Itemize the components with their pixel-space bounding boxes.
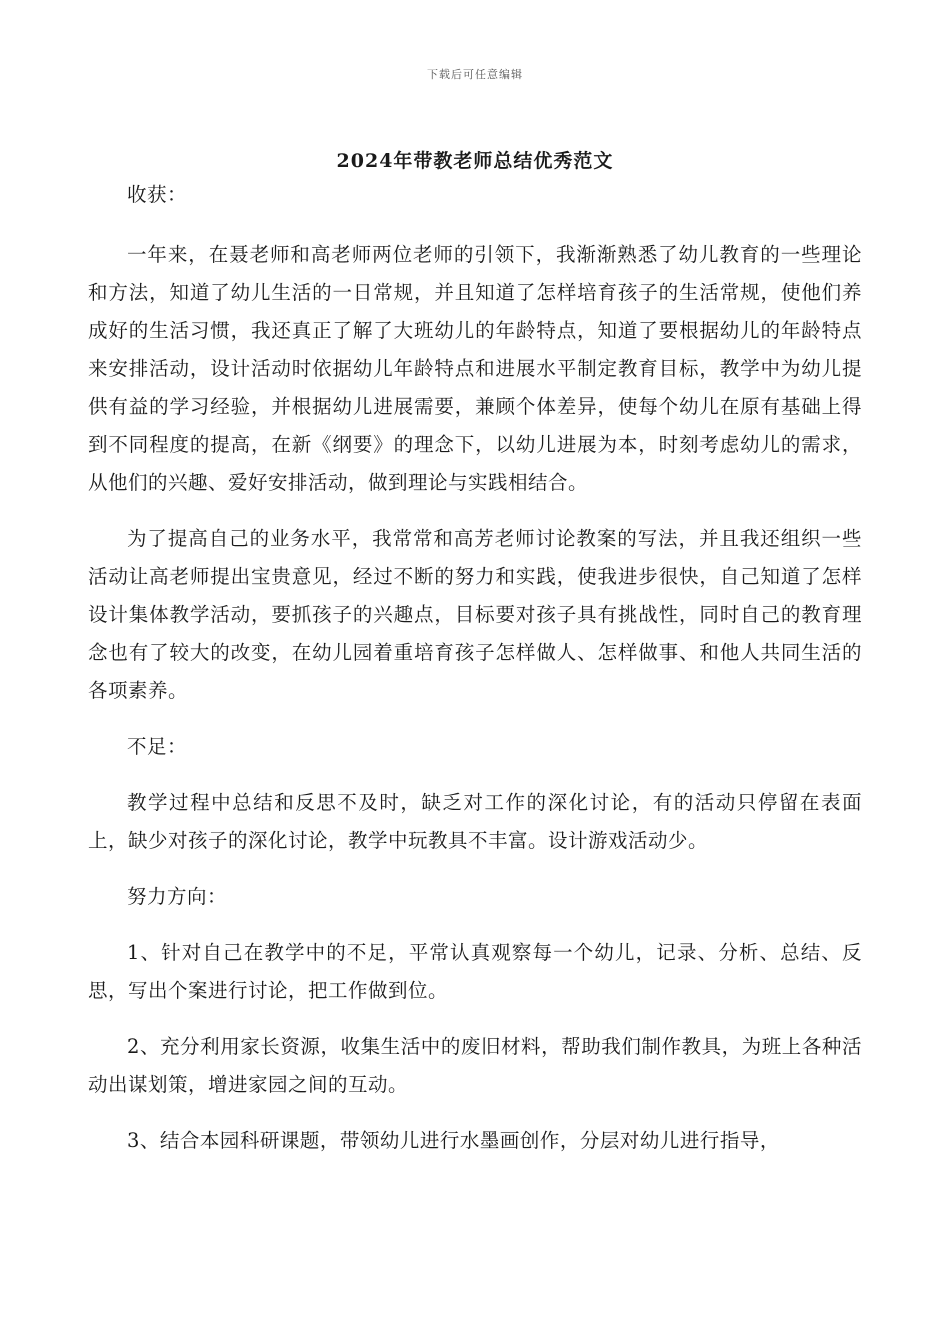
paragraph-gains-1: 一年来，在聂老师和高老师两位老师的引领下，我渐渐熟悉了幼儿教育的一些理论和方法，知道了幼儿生活的一日常规，并且知道了怎样培育孩子的生活常规，使他们养成好的生活习惯，我还真正了解了大班幼儿的年龄特点，知道了要根据幼儿的年龄特点来安排活动，设计活动时依据幼儿年龄特点和进展水平制定教育目标，教学中为幼儿提供有益的学习经验，并根据幼儿进展需要，兼顾个体差异，使每个幼儿在原有基础上得到不同程度的提高，在新《纲要》的理念下，以幼儿进展为本，时刻考虑幼儿的需求，从他们的兴趣、爱好安排活动，做到理论与实践相结合。 <box>88 243 862 494</box>
list-item-direction-1: 1、针对自己在教学中的不足，平常认真观察每一个幼儿，记录、分析、总结、反思，写出个案进行讨论，把工作做到位。 <box>88 941 862 1002</box>
page-header-note: 下载后可任意编辑 <box>427 68 523 81</box>
paragraph-gains-2: 为了提高自己的业务水平，我常常和高芳老师讨论教案的写法，并且我还组织一些活动让高老师提出宝贵意见，经过不断的努力和实践，使我进步很快，自己知道了怎样设计集体教学活动，要抓孩子的兴趣点，目标要对孩子具有挑战性，同时自己的教育理念也有了较大的改变，在幼儿园着重培育孩子怎样做人、怎样做事、和他人共同生活的各项素养。 <box>88 527 862 702</box>
section-heading-shortcomings: 不足： <box>127 735 188 758</box>
section-heading-gains: 收获： <box>127 183 188 206</box>
paragraph-shortcomings: 教学过程中总结和反思不及时，缺乏对工作的深化讨论，有的活动只停留在表面上，缺少对孩子的深化讨论，教学中玩教具不丰富。设计游戏活动少。 <box>88 791 862 852</box>
document-title: 2024年带教老师总结优秀范文 <box>336 150 614 172</box>
section-heading-directions: 努力方向： <box>127 885 228 908</box>
list-item-direction-2: 2、充分利用家长资源，收集生活中的废旧材料，帮助我们制作教具，为班上各种活动出谋划策，增进家园之间的互动。 <box>88 1035 862 1096</box>
list-item-direction-3: 3、结合本园科研课题，带领幼儿进行水墨画创作，分层对幼儿进行指导， <box>127 1129 780 1152</box>
document-body <box>88 168 862 1160</box>
